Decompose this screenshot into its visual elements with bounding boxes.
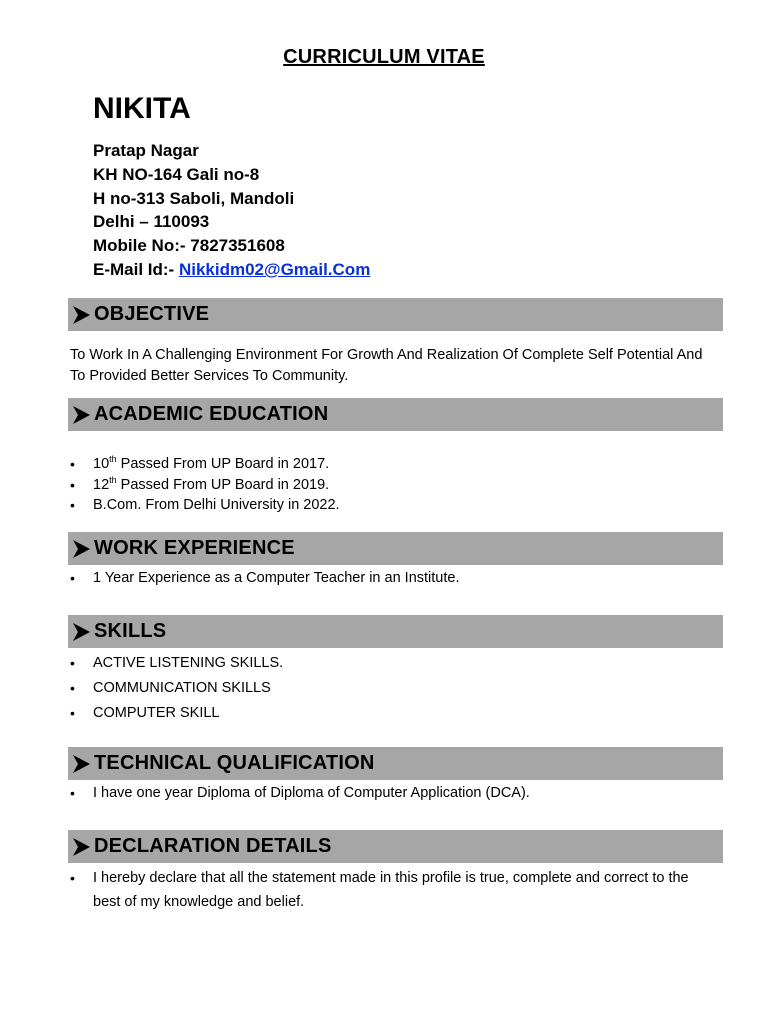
section-skills [68,615,723,648]
email-label: E-Mail Id:- [93,259,175,279]
contact-block [93,139,370,282]
section-heading: SKILLS [94,620,167,642]
arrowhead-bullet-icon [72,753,92,775]
list-item: • COMMUNICATION SKILLS [70,676,720,701]
email-line [93,258,370,282]
section-heading: WORK EXPERIENCE [94,537,295,559]
list-item: • I have one year Diploma of Diploma of Computer Application (DCA). [70,783,720,803]
section-heading: DECLARATION DETAILS [94,835,332,857]
arrowhead-bullet-icon [72,836,92,858]
list-item: • ACTIVE LISTENING SKILLS. [70,651,720,676]
section-declaration [68,830,723,863]
address-line-3: H no-313 Saboli, Mandoli [93,188,295,208]
candidate-name: NIKITA [93,92,191,125]
list-item: • 1 Year Experience as a Computer Teacher in an Institute. [70,568,720,588]
arrowhead-bullet-icon [72,621,92,643]
education-list [70,454,720,516]
section-work-experience [68,532,723,565]
list-item: • 12th Passed From UP Board in 2019. [70,475,720,496]
arrowhead-bullet-icon [72,404,92,426]
work-list [70,568,720,588]
technical-list [70,783,720,803]
list-item: • B.Com. From Delhi University in 2022. [70,495,720,516]
list-item: • I hereby declare that all the statement made in this profile is true, complete and correct to the best of my knowledge and belief. [70,866,690,914]
section-education [68,398,723,431]
section-heading: TECHNICAL QUALIFICATION [94,752,375,774]
arrowhead-bullet-icon [72,538,92,560]
email-link[interactable]: Nikkidm02@Gmail.Com [178,259,371,279]
mobile-value: 7827351608 [190,236,285,256]
section-technical-qualification [68,747,723,780]
address-line-1: Pratap Nagar [93,141,199,160]
address-line-2: KH NO-164 Gali no-8 [93,164,260,184]
section-heading: ACADEMIC EDUCATION [94,403,329,425]
section-heading: OBJECTIVE [94,303,210,325]
objective-text: To Work In A Challenging Environment For Growth And Realization Of Complete Self Potential And To Provided Better Services To Community. [70,347,703,384]
declaration-list [70,866,690,914]
mobile-line [93,234,370,258]
skills-list [70,651,720,725]
mobile-label: Mobile No:- [93,236,186,256]
arrowhead-bullet-icon [72,304,92,326]
list-item: • 10th Passed From UP Board in 2017. [70,454,720,475]
section-objective [68,298,723,331]
document-title: CURRICULUM VITAE [283,46,485,68]
address-line-4: Delhi – 110093 [93,212,210,232]
list-item: • COMPUTER SKILL [70,701,720,726]
